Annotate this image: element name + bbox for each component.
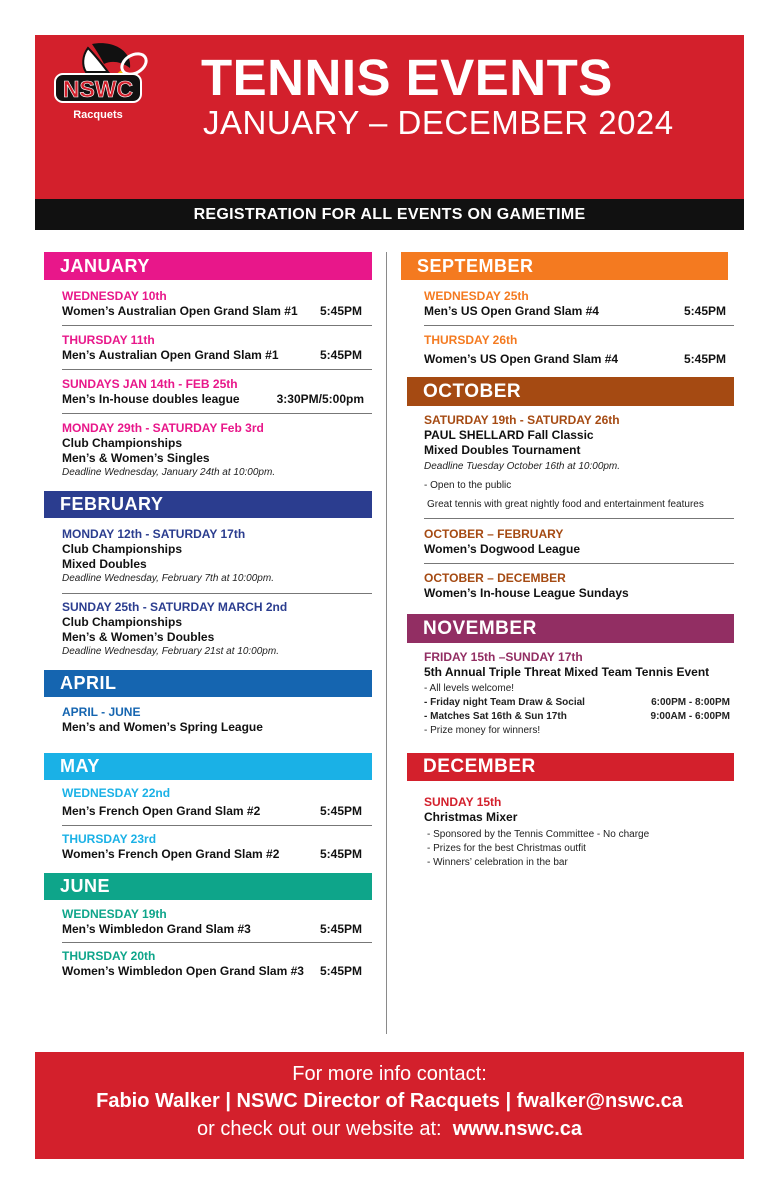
event-name: Men’s and Women’s Spring League [62, 720, 263, 734]
event-deadline: Deadline Tuesday October 16th at 10:00pm. [424, 461, 621, 472]
event-name: Men’s US Open Grand Slam #4 [424, 304, 599, 318]
event-jan-11 [62, 333, 362, 363]
event-time: 5:45PM [319, 304, 362, 318]
event-name: Women’s US Open Grand Slam #4 [424, 352, 619, 366]
event-name: Men’s Australian Open Grand Slam #1 [62, 348, 279, 362]
event-jan-10 [62, 289, 362, 319]
event-oct-inhouse [424, 571, 726, 601]
event-date: SATURDAY 19th - SATURDAY 26th [424, 413, 620, 427]
event-sep-26 [424, 333, 726, 367]
event-may-22 [62, 786, 362, 819]
event-name: Men’s Wimbledon Grand Slam #3 [62, 922, 251, 936]
event-deadline: Deadline Wednesday, January 24th at 10:00pm. [62, 467, 276, 478]
page-subtitle: JANUARY – DECEMBER 2024 [203, 104, 674, 141]
event-detail: - Prizes for the best Christmas outfit [427, 843, 586, 854]
month-header-june: JUNE [44, 873, 372, 900]
event-name: PAUL SHELLARD Fall Classic [424, 428, 594, 442]
event-name: Women’s Wimbledon Open Grand Slam #3 [62, 964, 304, 978]
event-name: Mixed Doubles [62, 557, 147, 571]
event-name: Christmas Mixer [424, 810, 518, 824]
nswc-racquets-logo [52, 42, 152, 124]
event-date: THURSDAY 26th [424, 333, 518, 347]
event-detail: - Matches Sat 16th & Sun 17th [424, 711, 567, 722]
separator [62, 413, 372, 414]
event-june-20 [62, 949, 362, 979]
event-detail: - Friday night Team Draw & Social [424, 697, 585, 708]
event-time: 9:00AM - 6:00PM [650, 711, 730, 722]
event-detail: - Sponsored by the Tennis Committee - No charge [427, 829, 650, 840]
logo-text: NSWC [62, 76, 134, 102]
event-name: Women’s Dogwood League [424, 542, 581, 556]
event-oct-dogwood [424, 527, 726, 557]
month-header-november: NOVEMBER [407, 614, 734, 643]
column-divider [386, 252, 387, 1034]
event-date: OCTOBER – DECEMBER [424, 571, 566, 585]
event-name: Women’s French Open Grand Slam #2 [62, 847, 280, 861]
event-name: Men’s In-house doubles league [62, 392, 240, 406]
event-april-june [62, 705, 362, 735]
separator [424, 325, 734, 326]
event-time: 5:45PM [683, 352, 726, 366]
event-name: Men’s & Women’s Singles [62, 451, 210, 465]
event-time: 5:45PM [683, 304, 726, 318]
separator [62, 825, 372, 826]
separator [62, 593, 372, 594]
event-date: WEDNESDAY 25th [424, 289, 529, 303]
event-date: SUNDAYS JAN 14th - FEB 25th [62, 377, 238, 391]
event-may-23 [62, 832, 362, 862]
separator [424, 563, 734, 564]
event-detail: Great tennis with great nightly food and entertainment features [427, 499, 704, 510]
event-time: 3:30PM/5:00pm [276, 392, 364, 406]
event-date: WEDNESDAY 19th [62, 907, 167, 921]
event-date: WEDNESDAY 22nd [62, 786, 171, 800]
month-header-february: FEBRUARY [44, 491, 372, 518]
registration-banner: REGISTRATION FOR ALL EVENTS ON GAMETIME [35, 199, 744, 230]
event-date: THURSDAY 20th [62, 949, 156, 963]
month-header-december: DECEMBER [407, 753, 734, 781]
event-time: 5:45PM [319, 964, 362, 978]
event-date: SUNDAY 25th - SATURDAY MARCH 2nd [62, 600, 288, 614]
event-time: 5:45PM [319, 804, 362, 818]
event-date: WEDNESDAY 10th [62, 289, 167, 303]
event-name: Club Championships [62, 542, 182, 556]
footer-website-prefix: or check out our website at: [196, 1118, 442, 1140]
month-header-may: MAY [44, 753, 372, 780]
event-name: Women’s In-house League Sundays [424, 586, 629, 600]
event-date: MONDAY 29th - SATURDAY Feb 3rd [62, 421, 264, 435]
event-date: THURSDAY 11th [62, 333, 155, 347]
event-date: SUNDAY 15th [424, 795, 502, 809]
event-detail: - Prize money for winners! [424, 725, 541, 736]
event-date: FRIDAY 15th –SUNDAY 17th [424, 650, 583, 664]
event-name: Men’s & Women’s Doubles [62, 630, 215, 644]
event-time: 5:45PM [319, 348, 362, 362]
event-detail: - Open to the public [424, 480, 512, 491]
footer-contact-person: Fabio Walker | NSWC Director of Racquets | fwalker@nswc.ca [96, 1090, 683, 1112]
event-nov-triple-threat [424, 650, 730, 738]
event-oct-fall-classic [424, 413, 734, 512]
month-header-september: SEPTEMBER [401, 252, 728, 280]
event-time: 6:00PM - 8:00PM [651, 697, 730, 708]
event-time: 5:45PM [319, 922, 362, 936]
month-header-october: OCTOBER [407, 377, 734, 406]
event-date: OCTOBER – FEBRUARY [424, 527, 564, 541]
event-dec-christmas-mixer [424, 795, 730, 870]
separator [62, 942, 372, 943]
event-time: 5:45PM [319, 847, 362, 861]
event-jan-sundays [62, 377, 364, 407]
page-title: TENNIS EVENTS [201, 49, 613, 106]
separator [62, 325, 372, 326]
event-sep-25 [424, 289, 726, 319]
event-feb-championships-doubles [62, 600, 362, 659]
event-feb-championships-mixed [62, 527, 362, 586]
event-date: THURSDAY 23rd [62, 832, 157, 846]
event-detail: - All levels welcome! [424, 683, 515, 694]
footer-line-3 [35, 1118, 744, 1141]
event-jan-championships [62, 421, 362, 480]
logo-subtext: Racquets [73, 109, 123, 121]
event-deadline: Deadline Wednesday, February 21st at 10:00pm. [62, 646, 279, 657]
event-date: MONDAY 12th - SATURDAY 17th [62, 527, 246, 541]
event-date: APRIL - JUNE [62, 705, 141, 719]
event-name: 5th Annual Triple Threat Mixed Team Tennis Event [424, 665, 710, 679]
event-name: Club Championships [62, 436, 182, 450]
month-header-january: JANUARY [44, 252, 372, 280]
event-detail: - Winners’ celebration in the bar [427, 857, 568, 868]
event-deadline: Deadline Wednesday, February 7th at 10:00pm. [62, 573, 274, 584]
event-june-19 [62, 907, 362, 937]
footer-website-link[interactable]: www.nswc.ca [452, 1118, 582, 1140]
event-name: Women’s Australian Open Grand Slam #1 [62, 304, 298, 318]
footer-line-1: For more info contact: [292, 1063, 487, 1085]
month-header-april: APRIL [44, 670, 372, 697]
footer-contact [35, 1052, 744, 1159]
event-name: Mixed Doubles Tournament [424, 443, 581, 457]
separator [62, 369, 372, 370]
event-name: Club Championships [62, 615, 182, 629]
separator [424, 518, 734, 519]
event-name: Men’s French Open Grand Slam #2 [62, 804, 261, 818]
